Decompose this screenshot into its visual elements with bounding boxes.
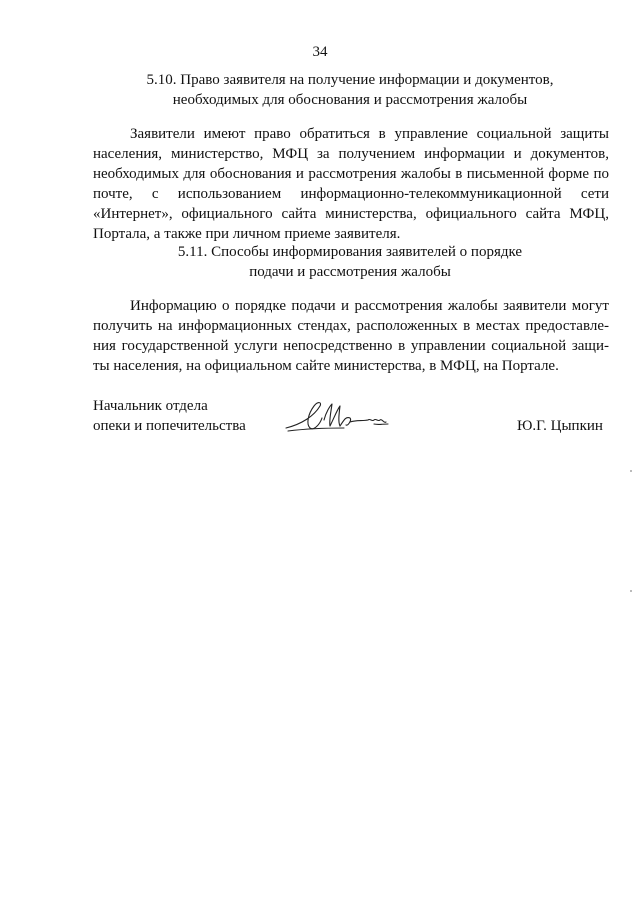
signatory-name: Ю.Г. Цыпкин xyxy=(517,418,603,434)
signatory-position xyxy=(93,396,246,436)
edge-mark xyxy=(630,590,632,592)
section-5-11-body xyxy=(93,296,609,376)
paragraph-line: необходимых для обоснования и рассмотрения жалобы в письменной форме по xyxy=(93,166,609,182)
paragraph-line: Портала, а также при личном приеме заявителя. xyxy=(93,226,401,242)
position-line: опеки и попечительства xyxy=(93,418,246,434)
heading-line: необходимых для обоснования и рассмотрения жалобы xyxy=(172,92,528,108)
section-5-11-heading xyxy=(90,242,610,282)
edge-mark xyxy=(630,470,632,472)
paragraph-line: Заявители имеют право обратиться в управление социальной защиты xyxy=(130,126,609,142)
heading-line: 5.10. Право заявителя на получение информации и документов, xyxy=(146,72,554,88)
paragraph-line: получить на информационных стендах, расположенных в местах предоставле- xyxy=(93,318,609,334)
paragraph-line: почте, с использованием информационно-телекоммуникационной сети xyxy=(93,186,609,202)
heading-line: 5.11. Способы информирования заявителей о порядке xyxy=(177,244,523,260)
handwritten-signature xyxy=(284,398,394,438)
paragraph-line: ния государственной услуги непосредственно в управлении социальной защи- xyxy=(93,338,609,354)
paragraph-line: ты населения, на официальном сайте министерства, в МФЦ, на Портале. xyxy=(93,358,559,374)
paragraph-line: Информацию о порядке подачи и рассмотрения жалобы заявители могут xyxy=(130,298,609,314)
paragraph-line: населения, министерство, МФЦ за получением информации и документов, xyxy=(93,146,609,162)
position-line: Начальник отдела xyxy=(93,398,208,414)
page-number: 34 xyxy=(312,44,328,60)
section-5-10-body xyxy=(93,124,609,244)
section-5-10-heading xyxy=(90,70,610,110)
heading-line: подачи и рассмотрения жалобы xyxy=(249,264,451,280)
paragraph-line: «Интернет», официального сайта министерства, официального сайта МФЦ, xyxy=(93,206,609,222)
